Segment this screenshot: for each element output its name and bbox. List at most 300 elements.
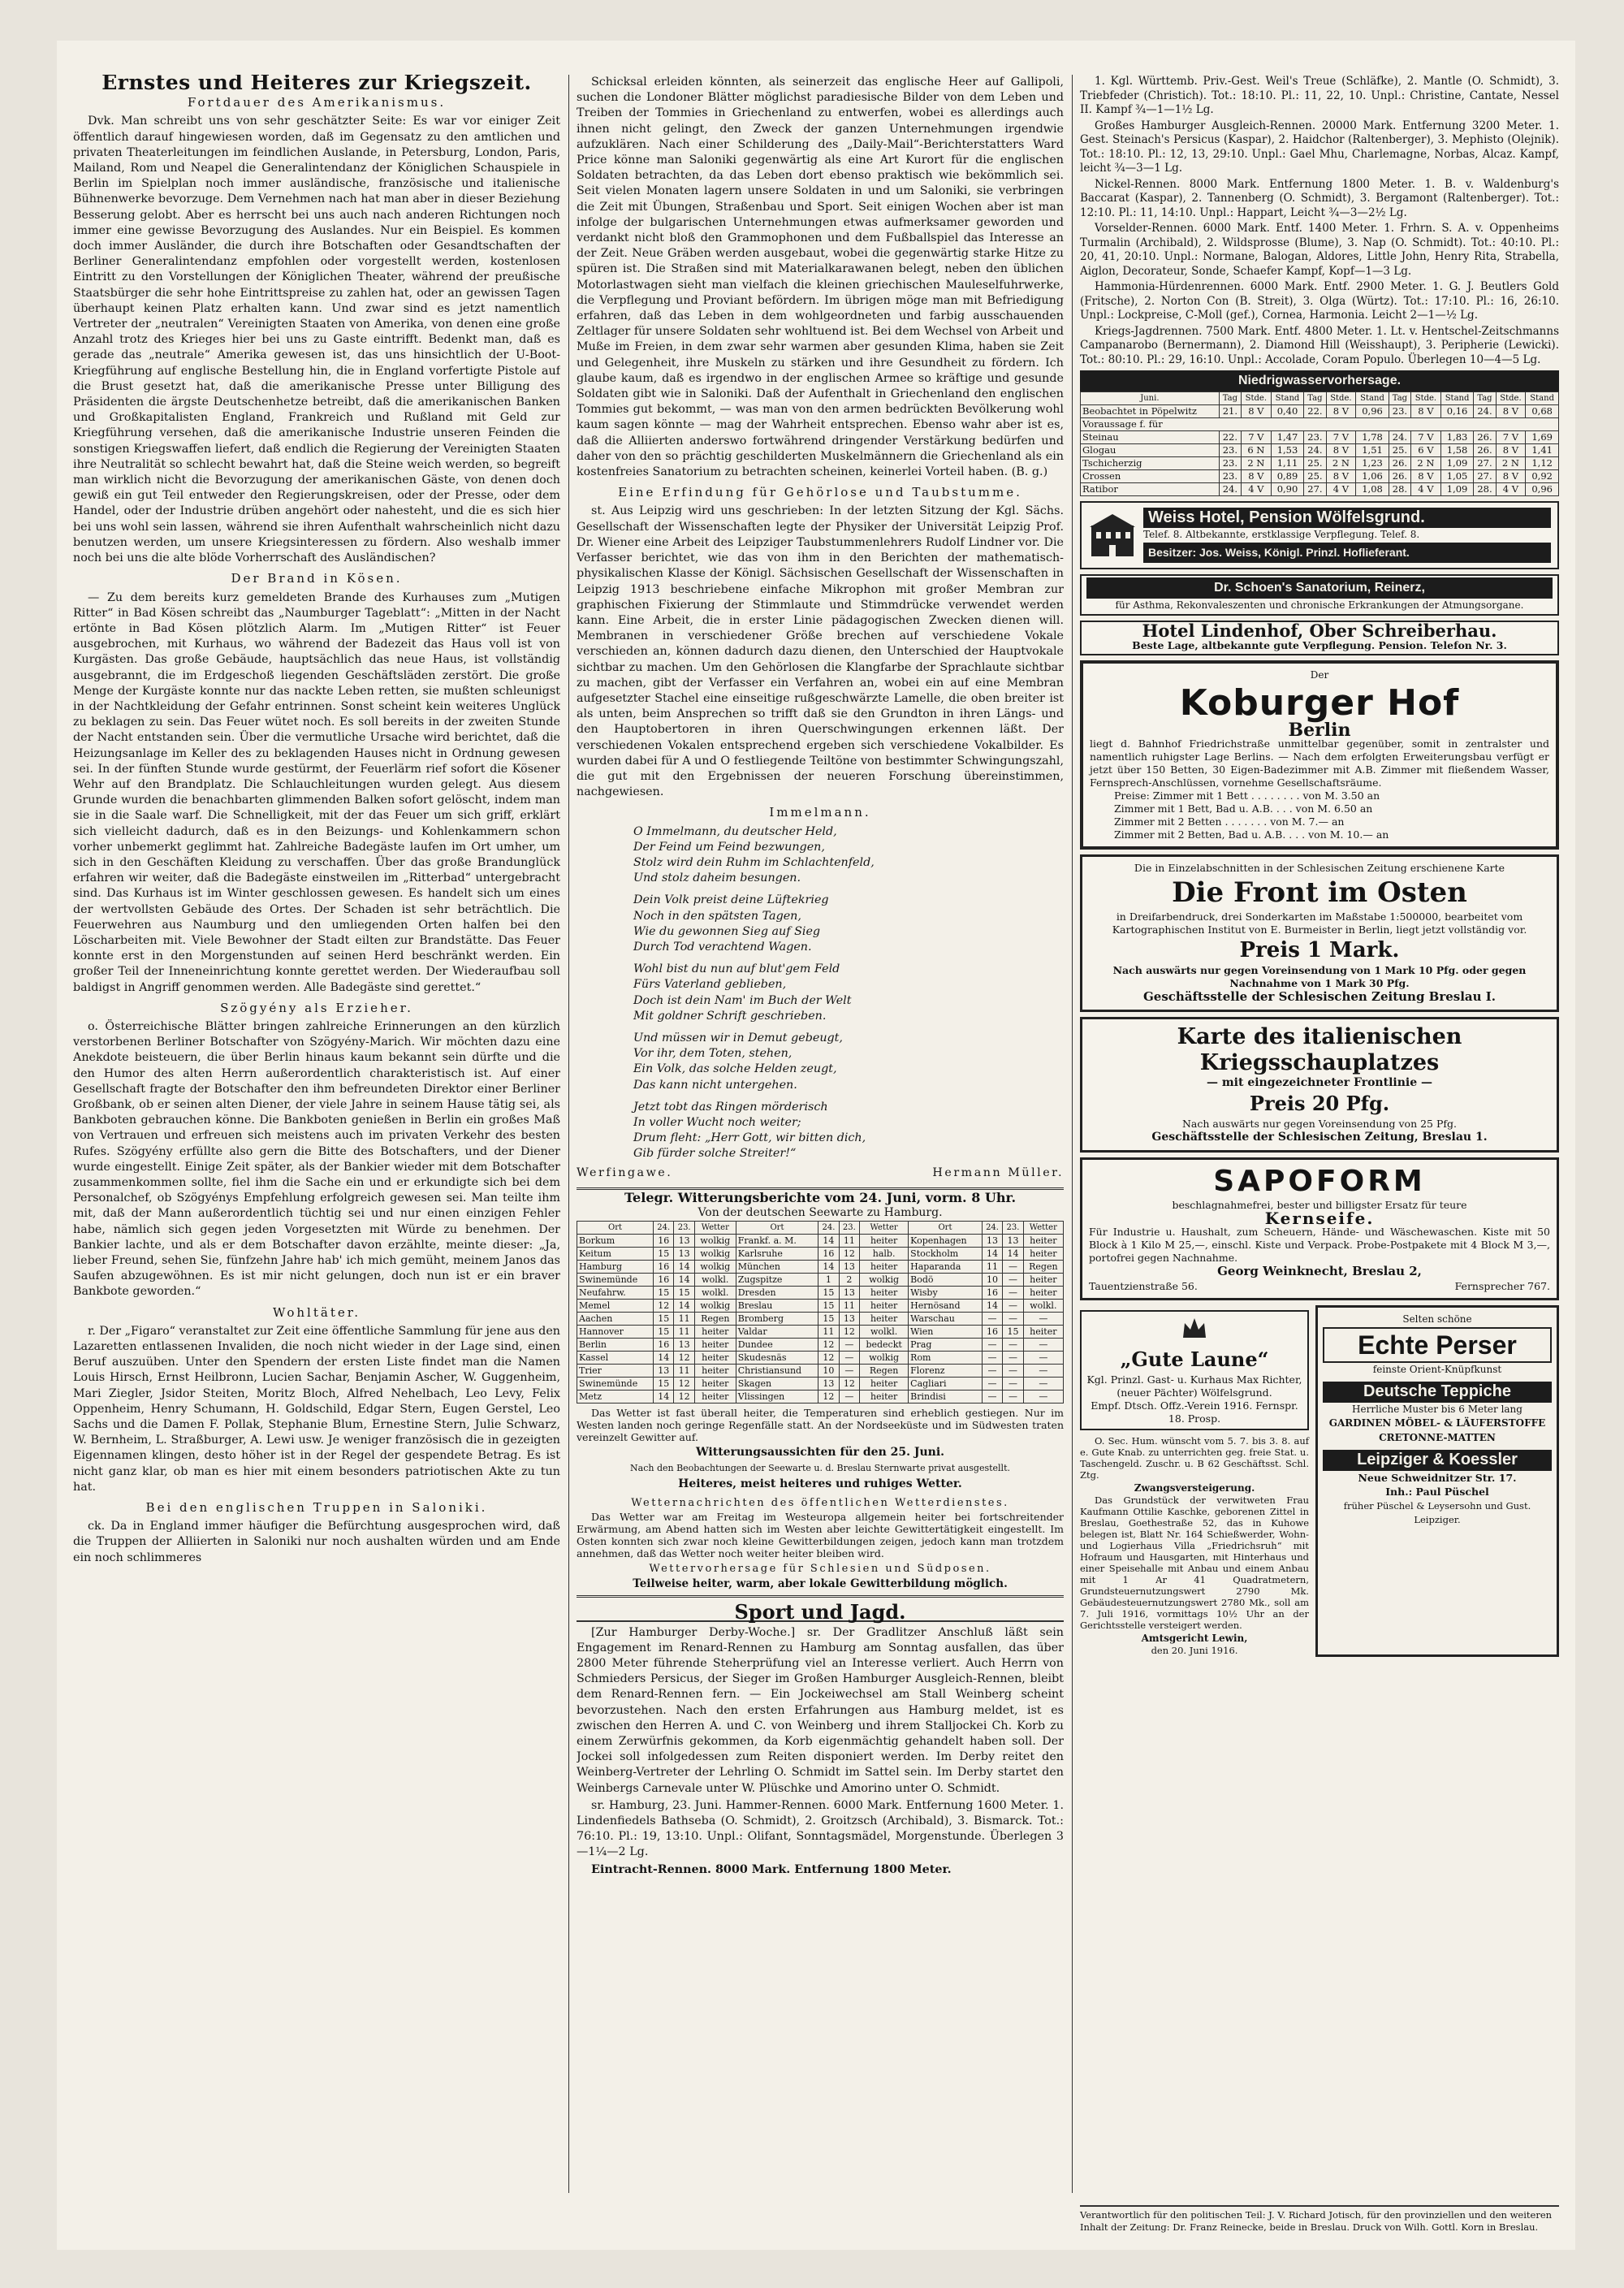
silesia-text: Teilweise heiter, warm, aber lokale Gewitterbildung möglich. [633, 1577, 1008, 1591]
race-result: Hammonia-Hürdenrennen. 6000 Mark. Entf. 2900 Meter. 1. G. J. Beutlers Gold (Fritsche), 2. Norton Con (B. Streit), 3. Olga (Würtz). Tot.: 17:10. Pl.: 16, 26:10. Unpl.: Lockpreise, C-Moll (gef.), Cornea, Harmonia. Leicht 2—1—½ Lg. [1080, 280, 1559, 322]
table-cell: — [982, 1365, 1002, 1378]
table-cell: 22. [1219, 430, 1241, 443]
table-cell: — [1023, 1352, 1063, 1365]
imprint-footer: Verantwortlich für den politischen Teil: J. V. Richard Jotisch, für den provinziellen und den weiteren Inhalt der Zeitung: Dr. Franz Reinecke, beide in Breslau. Druck von Wilh. Gottl. Korn in Breslau. [1080, 2205, 1559, 2234]
table-cell: 7 V [1411, 430, 1441, 443]
table-header: Tag [1389, 391, 1410, 404]
table-cell: Wisby [909, 1287, 983, 1300]
auction-text: Das Grundstück der verwitweten Frau Kaufmann Ottilie Kaschke, geborenen Zittel in Breslau, Goethestraße 52, das in Kuhowe belegen ist, Blatt Nr. 164 Schießwerder, Wohn- und Logierhaus Villa „Friedrichsruh“ mit Hofraum und Hausgarten, mit Hinterhaus und einer Speisehalle mit Anbau und einem Anbau mit 1 Ar 41 Quadratmetern, Grundsteuernutzungswert 2790 Mk. Gebäudesteuernutzungswert 2780 Mk., soll am 7. Juli 1916, vormittags 10½ Uhr an der Gerichtsstelle versteigert werden. [1080, 1494, 1309, 1631]
poem-line: Stolz wird dein Ruhm im Schlachtenfeld, [633, 855, 875, 869]
table-cell: 26. [1474, 443, 1496, 456]
lk-name: Leipziger & Koessler [1323, 1450, 1552, 1471]
table-cell: 0,96 [1526, 482, 1559, 495]
price-line: Zimmer mit 2 Betten . . . . . . . von M. 7.— an [1114, 815, 1345, 828]
table-cell: halb. [860, 1248, 909, 1261]
table-cell: 24. [1304, 443, 1326, 456]
table-cell: 1,78 [1356, 430, 1389, 443]
table-cell: 16 [654, 1339, 674, 1352]
table-cell: Kassel [577, 1352, 654, 1365]
poem-stanza-break [633, 1093, 1064, 1100]
weather-head-ort: Ort [736, 1222, 818, 1235]
price-line: Zimmer mit 2 Betten, Bad u. A.B. . . . von M. 10.— an [1114, 828, 1389, 841]
hotel-building-icon [1088, 511, 1137, 560]
table-cell: 14 [674, 1300, 694, 1313]
poem-line: In voller Wucht noch weiter; [633, 1116, 801, 1129]
lk-former: früher Püschel & Leysersohn und Gust. Leipziger. [1343, 1499, 1531, 1525]
table-cell: Dresden [736, 1287, 818, 1300]
poem-line: Mit goldner Schrift geschrieben. [633, 1009, 827, 1023]
poem-line: Durch Tod verachtend Wagen. [633, 940, 812, 954]
table-header: Tag [1474, 391, 1496, 404]
table-cell: Hamburg [577, 1261, 654, 1274]
weather-head-temp: 24. [982, 1222, 1002, 1235]
sapo-phone: Fernsprecher 767. [1454, 1279, 1550, 1292]
front-intro: Die in Einzelabschnitten in der Schlesischen Zeitung erschienene Karte [1134, 862, 1505, 874]
table-cell: 2 N [1411, 456, 1441, 469]
section-title: Szögyény als Erzieher. [220, 1000, 413, 1015]
table-cell: — [1003, 1365, 1023, 1378]
table-cell: Neufahrw. [577, 1287, 654, 1300]
teppiche-extra: GARDINEN MÖBEL- & LÄUFERSTOFFE CRETONNE-MATTEN [1328, 1417, 1546, 1443]
table-cell: Borkum [577, 1235, 654, 1248]
table-cell: 1,09 [1440, 482, 1474, 495]
table-cell: 13 [839, 1287, 859, 1300]
race-result: Großes Hamburger Ausgleich-Rennen. 20000 Mark. Entfernung 3200 Meter. 1. Gest. Steinach's Persicus (Kaspar), 2. Haidchor (Raltenberger), 3. Mephisto (Olejnik). Tot.: 18:10. Pl.: 12, 13, 29:10. Unpl.: Gael Mhu, Charlemagne, Norbas, Alcaz. Kampf, leicht ¾—3—1 Lg. [1080, 119, 1559, 175]
table-row [577, 1274, 1064, 1287]
table-cell: 25. [1304, 456, 1326, 469]
table-cell: Ratibor [1081, 482, 1220, 495]
table-cell: 0,89 [1271, 469, 1304, 482]
table-cell: 14 [674, 1261, 694, 1274]
ad-sapoform [1080, 1157, 1559, 1301]
table-cell: 13 [839, 1261, 859, 1274]
table-cell: 16 [982, 1326, 1002, 1339]
table-cell: heiter [860, 1300, 909, 1313]
table-cell: 23. [1304, 430, 1326, 443]
table-cell: 13 [818, 1378, 839, 1391]
table-cell: Bromberg [736, 1313, 818, 1326]
front-desc: in Dreifarbendruck, drei Sonderkarten im Maßstabe 1:500000, bearbeitet vom Kartographischen Institut von E. Burmeister in Berlin, liegt jetzt vollständig vor. [1112, 910, 1527, 936]
article-paragraph: sr. Hamburg, 23. Juni. Hammer-Rennen. 6000 Mark. Entfernung 1600 Meter. 1. Lindenfiedels Bathseba (O. Schmidt), 2. Groitzsch (Archibald), 3. Bismarck. Tot.: 76:10. Pl.: 19, 13:10. Unpl.: Olifant, Sonntagsmädel, Morgenstunde. Überlegen 3—1¼—2 Lg. [577, 1798, 1064, 1859]
table-cell: 11 [818, 1326, 839, 1339]
table-cell: 15 [818, 1313, 839, 1326]
table-cell: 1,11 [1271, 456, 1304, 469]
weather-head-wetter: Wetter [694, 1222, 736, 1235]
table-cell: 12 [839, 1248, 859, 1261]
table-row [1081, 404, 1559, 417]
table-cell: heiter [694, 1326, 736, 1339]
table-cell: — [1023, 1365, 1063, 1378]
table-cell: wolkl. [694, 1274, 736, 1287]
water-title: Niedrigwasservorhersage. [1080, 370, 1559, 391]
table-cell: 24. [1219, 482, 1241, 495]
table-cell: Crossen [1081, 469, 1220, 482]
ad-leipziger-koessler [1315, 1305, 1559, 1657]
weather-head-ort: Ort [577, 1222, 654, 1235]
ad-sanatorium [1080, 574, 1559, 616]
table-cell: wolkl. [860, 1326, 909, 1339]
table-cell: heiter [1023, 1274, 1063, 1287]
table-cell: Trier [577, 1365, 654, 1378]
water-table [1080, 391, 1559, 496]
table-cell: 7 V [1496, 430, 1526, 443]
table-cell: 26. [1389, 469, 1410, 482]
front-price: Preis 1 Mark. [1239, 938, 1400, 962]
forecast-sub: Nach den Beobachtungen der Seewarte u. d. Breslau Sternwarte privat ausgestellt. [630, 1463, 1010, 1474]
table-cell: Voraussage f. für [1081, 417, 1559, 430]
table-header: Stde. [1242, 391, 1272, 404]
ad-row-bottom [1080, 1305, 1559, 1657]
weather-head-temp: 23. [674, 1222, 694, 1235]
section-title: Fortdauer des Amerikanismus. [187, 95, 447, 110]
poem-stanza-break [633, 1024, 1064, 1031]
table-cell: 21. [1219, 404, 1241, 417]
table-cell: Metz [577, 1391, 654, 1404]
sapo-product: Kernseife. [1264, 1208, 1375, 1228]
table-cell: 1,47 [1271, 430, 1304, 443]
table-cell: heiter [860, 1378, 909, 1391]
table-cell: heiter [1023, 1326, 1063, 1339]
italy-office: Geschäftsstelle der Schlesischen Zeitung, Breslau 1. [1151, 1131, 1488, 1144]
table-cell: 2 [839, 1274, 859, 1287]
table-cell: 1,09 [1440, 456, 1474, 469]
table-cell: 1,05 [1440, 469, 1474, 482]
table-row [1081, 443, 1559, 456]
small-ad: O. Sec. Hum. wünscht vom 5. 7. bis 3. 8. auf e. Gute Knab. zu unterrichten geg. freie Stat. u. Taschengeld. Zuschr. u. B 62 Geschäftsst. Schl. Ztg. [1080, 1435, 1309, 1481]
table-cell: 1,51 [1356, 443, 1389, 456]
table-cell: 13 [674, 1339, 694, 1352]
table-header: Tag [1219, 391, 1241, 404]
table-cell: 16 [818, 1248, 839, 1261]
ad-front-im-osten [1080, 854, 1559, 1012]
table-cell: 8 V [1496, 469, 1526, 482]
table-cell: 8 V [1326, 469, 1356, 482]
perser-top: Selten schöne [1402, 1313, 1472, 1325]
table-cell: 4 V [1496, 482, 1526, 495]
table-cell: 24. [1389, 430, 1410, 443]
table-cell: 13 [674, 1235, 694, 1248]
table-cell: heiter [694, 1391, 736, 1404]
hotel1-owner: Besitzer: Jos. Weiss, Königl. Prinzl. Hoflieferant. [1143, 543, 1551, 564]
weather-subtitle: Von der deutschen Seewarte zu Hamburg. [698, 1206, 943, 1220]
race-result: Kriegs-Jagdrennen. 7500 Mark. Entf. 4800 Meter. 1. Lt. v. Hentschel-Zeitschmanns Campanarobo (Bernermann), 2. Diamond Hill (Weisshaupt), 3. Peripherie (Lewicki). Tot.: 80:10. Pl.: 29, 16:10. Unpl.: Accolade, Coram Populo. Überlegen 10—4—5 Lg. [1080, 324, 1559, 366]
table-header: Stand [1526, 391, 1559, 404]
price-line: Preise: Zimmer mit 1 Bett . . . . . . . . von M. 3.50 an [1114, 789, 1380, 802]
table-cell: Aachen [577, 1313, 654, 1326]
table-cell: 0,96 [1356, 404, 1389, 417]
auction-title: Zwangsversteigerung. [1134, 1482, 1255, 1494]
table-cell: 10 [982, 1274, 1002, 1287]
table-cell: 10 [818, 1365, 839, 1378]
table-cell: bedeckt [860, 1339, 909, 1352]
front-order: Nach auswärts nur gegen Voreinsendung von 1 Mark 10 Pfg. oder gegen Nachnahme von 1 Mark 30 Pfg. [1112, 964, 1527, 989]
table-cell: Beobachtet in Pöpelwitz [1081, 404, 1220, 417]
column-rule [1072, 75, 1073, 2193]
table-cell: 16 [654, 1274, 674, 1287]
table-cell: Rom [909, 1352, 983, 1365]
table-cell: — [1003, 1339, 1023, 1352]
table-cell: 1,12 [1526, 456, 1559, 469]
table-cell: 15 [1003, 1326, 1023, 1339]
poem-line: Doch ist dein Nam' im Buch der Welt [633, 993, 852, 1007]
table-cell: 15 [654, 1313, 674, 1326]
table-cell: Berlin [577, 1339, 654, 1352]
table-header: Stde. [1496, 391, 1526, 404]
table-cell: Christiansund [736, 1365, 818, 1378]
table-cell: 23. [1219, 456, 1241, 469]
table-cell: 26. [1474, 430, 1496, 443]
sapo-name: SAPOFORM [1213, 1164, 1426, 1198]
table-cell: Valdar [736, 1326, 818, 1339]
table-cell: 14 [674, 1274, 694, 1287]
table-cell: wolkig [694, 1300, 736, 1313]
table-cell: — [1003, 1391, 1023, 1404]
table-cell: — [1003, 1274, 1023, 1287]
table-cell: 23. [1219, 443, 1241, 456]
table-cell: 27. [1304, 482, 1326, 495]
table-cell: 15 [654, 1378, 674, 1391]
table-cell: 1,69 [1526, 430, 1559, 443]
poem-line: Vor ihr, dem Toten, stehen, [633, 1047, 793, 1061]
article-paragraph: [Zur Hamburger Derby-Woche.] sr. Der Gradlitzer Anschluß läßt sein Engagement im Renard-Rennen zu Hamburg am Sonntag ausfallen, das über 2800 Meter führende Steherprüfung viel an Interesse verliert. Auch Herrn von Schmieders Persicus, der Sieger im Großen Hamburger Ausgleich-Rennen, bleibt dem Renard-Rennen fern. — Ein Jockeiwechsel am Stall Weinberg scheint bevorzustehen. Nach den ersten Erfahrungen aus Hamburg meldet, ist es zwischen den Herren A. und C. von Weinberg und ihrem Stalljockei Ch. Korb zu einem Zerwürfnis gekommen, da Korb eigenmächtig gehandelt haben soll. Der Jockei soll infolgedessen zum Reiten disponiert werden. Im Derby reitet den Weinberg-Vertreter der Lehrling O. Schmidt im Sattel sein. Im Derby startet den Weinbergs Carnevale unter W. Plüschke und Amorino unter O. Schmidt. [577, 1625, 1064, 1795]
table-cell: heiter [1023, 1248, 1063, 1261]
sapo-desc: Für Industrie u. Haushalt, zum Scheuern, Hände- und Wäschewaschen. Kiste mit 50 Block à 1 Kilo M 25,—, einschl. Kiste und Verpack. Probe-Postpakete mit 4 Block M 3,—, portofrei gegen Nachnahme. [1089, 1226, 1550, 1264]
teppiche-name: Deutsche Teppiche [1323, 1382, 1552, 1403]
poem-line: Jetzt tobt das Ringen mörderisch [633, 1100, 828, 1114]
table-cell: Frankf. a. M. [736, 1235, 818, 1248]
perser-sub: feinste Orient-Knüpfkunst [1372, 1363, 1502, 1375]
table-cell: 13 [839, 1313, 859, 1326]
weather-head-temp: 24. [654, 1222, 674, 1235]
article-paragraph: — Zu dem bereits kurz gemeldeten Brande des Kurhauses zum „Mutigen Ritter“ in Bad Kösen schreibt das „Naumburger Tageblatt“: „Mitten in der Nacht ertönte in Bad Kösen plötzlich Alarm. Im „Mutigen Ritter“ ist Feuer ausgebrochen, mit Kurhaus, wo während der Badezeit das Haus voll ist von Kurgästen. Das große Gebäude, hauptsächlich das neue Haus, ist vollständig ausgebrannt, die im Erdgeschoß liegenden Geschäftsläden zerstört. Die große Menge der Kurgäste konnte nur das nackte Leben retten, sie mußten schleunigst in der Nachtkleidung der Gefahr entrinnen. Sonst scheint kein weiteres Unglück zu beklagen zu sein. Das Feuer wütet noch. Es soll bereits in der zweiten Stunde der Nacht entstanden sein. Über die vermutliche Ursache wird berichtet, daß die Heizungsanlage im Keller des zu beklagenden Hauses nicht in Ordnung gewesen sei. In der fünften Stunde wurde gestürmt, der Feuerlärm rief sofort die Kösener Wehr auf den Brandplatz. Die Schlauchleitungen wurden gelegt. Aus diesem Grunde wurden die benachbarten glimmenden Balken sofort gelöscht, indem man sie in die Saale warf. Die Schnelligkeit, mit der das Feuer um sich griff, erklärt sich vielleicht dadurch, daß es in den Beizungs- und Kohlenkammern schon vorher unbemerkt geglimmt hat. Zahlreiche Badegäste laufen im Ort umher, um sich in den Geschäften Kleidung zu verschaffen. Über das große Brandunglück erfahren wir weiter, daß die Badegäste einstweilen im „Ritterbad“ untergebracht sind. Das Kurhaus ist im Winter geschlossen gewesen. Es handelt sich um eines der wertvollsten Gebäude des Ortes. Der Schaden ist sehr beträchtlich. Die Feuerwehren aus Naumburg und den umliegenden Orten halfen bei den Löscharbeiten mit. Viele Bewohner der Stadt eilten zur Brandstätte. Das Feuer konnte erst in den Morgenstunden auf seinen Herd beschränkt werden. Ein großer Teil der Inneneinrichtung konnte gerettet werden. Der Wiederaufbau soll baldigst in Angriff genommen werden. Alle Badegäste sind gerettet.“ [73, 590, 560, 994]
table-cell: 28. [1474, 482, 1496, 495]
table-cell: 16 [654, 1235, 674, 1248]
poem-line: Ein Volk, das solche Helden zeugt, [633, 1062, 837, 1076]
sport-title: Sport und Jagd. [577, 1604, 1064, 1621]
table-cell: 25. [1304, 469, 1326, 482]
table-row [577, 1352, 1064, 1365]
table-cell: Skagen [736, 1378, 818, 1391]
hotel2-name: Hotel Lindenhof, Ober Schreiberhau. [1142, 621, 1497, 641]
service-title: Wetternachrichten des öffentlichen Wetterdienstes. [631, 1496, 1009, 1509]
poem-line: Gib fürder solche Streiter!“ [633, 1147, 797, 1161]
table-cell: 0,90 [1271, 482, 1304, 495]
poem-line: Wie du gewonnen Sieg auf Sieg [633, 924, 821, 938]
table-cell: Steinau [1081, 430, 1220, 443]
crown-icon [1181, 1315, 1208, 1343]
table-header: Tag [1304, 391, 1326, 404]
ad-left-stack [1080, 1305, 1309, 1657]
column-middle [577, 75, 1064, 2219]
table-cell: 12 [818, 1391, 839, 1404]
table-cell: 11 [674, 1365, 694, 1378]
table-cell: — [1023, 1313, 1063, 1326]
table-cell: heiter [1023, 1235, 1063, 1248]
table-cell: 1,08 [1356, 482, 1389, 495]
table-cell: 25. [1389, 443, 1410, 456]
table-cell: 6 N [1242, 443, 1272, 456]
table-cell: 14 [1003, 1248, 1023, 1261]
table-header: Juni. [1081, 391, 1220, 404]
table-cell: Dundee [736, 1339, 818, 1352]
table-cell: 12 [674, 1352, 694, 1365]
table-cell: 0,68 [1526, 404, 1559, 417]
table-cell: 24. [1474, 404, 1496, 417]
table-cell: wolkig [694, 1261, 736, 1274]
table-cell: 11 [982, 1261, 1002, 1274]
article-paragraph: o. Österreichische Blätter bringen zahlreiche Erinnerungen an den kürzlich verstorbenen Berliner Botschafter von Szögyény-Marich. Wir möchten dazu eine Anekdote beisteuern, die über Berlin hinaus kaum bekannt sein dürfte und die den Humor des alten Herrn außerordentlich charakteristisch ist. Auf einer Gesellschaft fragte der Botschafter den ihm befreundeten Direktor einer Berliner Großbank, ob er seinen alten Diener, der viele Jahre in seinem Hause tätig sei, als Bankboten gebrauchen könne. Die Bankboten genießen in Berlin ein großes Maß von Vertrauen und erfreuen sich meistens auch im privaten Verkehr des besten Rufes. Szögyény erfüllte also gern die Bitte des Botschafters, und der Diener wurde eingestellt. Einige Zeit später, als der Bankier wieder mit dem Botschafter zusammenkommen sollte, fiel ihm die Sache ein und er erkundigte sich bei dem Personalchef, ob Szögyénys Empfehlung erfolgreich gewesen sei. Man teilte ihm mit, daß der Mann außerordentlich tüchtig sei und nur einen einzigen Fehler habe, nämlich sich gegen jeden Vorgesetzten mit Würde zu benehmen. Der Bankier lachte, und als er dem Botschafter davon erzählte, meinte dieser: „Ja, lieber Freund, sehen Sie, fünfzehn Jahre hab' ich mich gemüht, meinem Janos das Saufen abzugewöhnen. Es ist mir nicht gelungen, doch nun ist er ein braver Bankbote geworden.“ [73, 1019, 560, 1299]
table-cell: 2 N [1242, 456, 1272, 469]
koburger-city: Berlin [1288, 719, 1351, 741]
teppiche-desc: Herrliche Muster bis 6 Meter lang [1352, 1403, 1522, 1415]
table-cell: 12 [674, 1391, 694, 1404]
table-cell: 28. [1389, 482, 1410, 495]
table-row [577, 1235, 1064, 1248]
table-cell: 16 [982, 1287, 1002, 1300]
ad-weiss-hotel [1080, 501, 1559, 570]
race-result: Vorselder-Rennen. 6000 Mark. Entf. 1400 Meter. 1. Frhrn. S. A. v. Oppenheims Turmalin (Archibald), 2. Wildsprosse (Blume), 3. Nap (O. Schmidt). Tot.: 40:10. Pl.: 20, 41, 20:10. Unpl.: Normane, Balogan, Aldores, Little John, Henry Rita, Strabella, Aiglon, Decorateur, Sonde, Schaefer Kampf, Kopf—1—3 Lg. [1080, 222, 1559, 278]
table-cell: Wien [909, 1326, 983, 1339]
table-cell: heiter [860, 1313, 909, 1326]
table-row [1081, 430, 1559, 443]
table-cell: 0,92 [1526, 469, 1559, 482]
headline: Ernstes und Heiteres zur Kriegszeit. [102, 75, 532, 94]
poem-line: Fürs Vaterland geblieben, [633, 978, 787, 992]
poem-line: Drum fleht: „Herr Gott, wir bitten dich, [633, 1131, 866, 1145]
table-cell: 15 [654, 1287, 674, 1300]
table-cell: Stockholm [909, 1248, 983, 1261]
table-cell: wolkig [694, 1235, 736, 1248]
lk-owner: Inh.: Paul Püschel [1385, 1486, 1489, 1498]
poem-place: Werfingawe. [577, 1166, 673, 1179]
weather-head-wetter: Wetter [860, 1222, 909, 1235]
table-header: Stde. [1326, 391, 1356, 404]
table-cell: Tschicherzig [1081, 456, 1220, 469]
table-header: Stand [1356, 391, 1389, 404]
table-cell: — [839, 1365, 859, 1378]
table-cell: 11 [674, 1313, 694, 1326]
table-cell: 27. [1474, 456, 1496, 469]
table-cell: 11 [839, 1235, 859, 1248]
table-cell: Kopenhagen [909, 1235, 983, 1248]
sapo-contact [1089, 1279, 1550, 1294]
table-cell: wolkig [694, 1248, 736, 1261]
table-cell: 8 V [1326, 404, 1356, 417]
article-paragraph: ck. Da in England immer häufiger die Befürchtung ausgesprochen wird, daß die Truppen der Alliierten in Saloniki nur noch aushalten würden und am Ende ein noch schlimmeres [73, 1520, 560, 1564]
table-cell: 8 V [1242, 469, 1272, 482]
poem-line: Der Feind um Feind bezwungen, [633, 840, 825, 854]
column-left [73, 75, 560, 2219]
table-cell: heiter [694, 1365, 736, 1378]
hotel2-line: Beste Lage, altbekannte gute Verpflegung. Pension. Telefon Nr. 3. [1132, 638, 1507, 651]
table-cell: wolkl. [1023, 1300, 1063, 1313]
column-right [1080, 75, 1559, 2170]
ad-gute-laune [1080, 1310, 1309, 1430]
table-cell: heiter [1023, 1287, 1063, 1300]
table-cell: — [1003, 1287, 1023, 1300]
table-row [577, 1326, 1064, 1339]
weather-table [577, 1221, 1064, 1404]
koburger-name: Koburger Hof [1179, 681, 1460, 724]
table-cell: 23. [1389, 404, 1410, 417]
table-cell: 1,58 [1440, 443, 1474, 456]
laune-line: Empf. Dtsch. Offz.-Verein 1916. Fernspr. 18. Prosp. [1091, 1399, 1298, 1425]
table-cell: Warschau [909, 1313, 983, 1326]
weather-box [577, 1187, 1064, 1598]
sapo-addr: Tauentzienstraße 56. [1089, 1279, 1198, 1292]
table-cell: — [982, 1339, 1002, 1352]
table-cell: 8 V [1326, 443, 1356, 456]
table-header: Stand [1271, 391, 1304, 404]
koburger-desc: liegt d. Bahnhof Friedrichstraße unmittelbar gegenüber, somit in zentralster und namentlich ruhigster Lage Berlins. — Nach dem erfolgten Erweiterungsbau verfügt er jetzt über 150 Betten, 30 Eigen-Badezimmer mit A.B. Zimmer mit fließendem Wasser, Fernsprech-Anschlüssen, vornehme Gesellschaftsräume. [1090, 737, 1549, 789]
table-cell: 15 [654, 1248, 674, 1261]
table-cell: 4 V [1326, 482, 1356, 495]
table-cell: 7 V [1242, 430, 1272, 443]
weather-head-temp: 23. [1003, 1222, 1023, 1235]
table-cell: Skudesnäs [736, 1352, 818, 1365]
table-cell: — [982, 1313, 1002, 1326]
table-cell: 6 V [1411, 443, 1441, 456]
table-cell: 23. [1219, 469, 1241, 482]
table-row [577, 1248, 1064, 1261]
poem-line: Und stolz daheim besungen. [633, 872, 801, 885]
article-paragraph: Eintracht-Rennen. 8000 Mark. Entfernung 1800 Meter. [591, 1862, 952, 1876]
section-title: Eine Erfindung für Gehörlose und Taubstumme. [618, 485, 1022, 500]
ad-koburger-hof [1080, 660, 1559, 850]
article-paragraph: Schicksal erleiden könnten, als seinerzeit das englische Heer auf Gallipoli, suchen die Londoner Blätter möglichst paradiesische Bilder von dem Leben und Treiben der Tommies in Griechenland zu entwerfen, wobei es allerdings auch ihnen nicht gelingt, den Zweck der ganzen Unternehmungen irgendwie aufzuklären. Nach einer Schilderung des „Daily-Mail“-Berichterstatters Ward Price könne man Saloniki gegenwärtig als eine Art Kurort für die englischen Soldaten betrachten, da das Leben dort ebenso praktisch wie bekömmlich sei. Seit vielen Monaten lagern unsere Soldaten in und um Saloniki, sie verbringen die Zeit mit Übungen, Straßenbau und Sport. Seit einigen Wochen aber ist man infolge der bulgarischen Unternehmungen etwas aufmerksamer geworden und verdankt nicht bloß den Grammophonen und dem Fußballspiel das Interesse an der Zeit. Neue Gräben werden ausgebaut, wobei die gegenwärtig starke Hitze zu spüren ist. Die Straßen sind mit Materialkarawanen belegt, neben den üblichen Motorlastwagen sieht man vielfach die kleinen griechischen Mauleselfuhrwerke, die Verpflegung und Proviant befördern. Im übrigen möge man mit Befriedigung erfahren, daß das Leben in dem wohlgeordneten und farbig ausschauenden Zeltlager für unsere Soldaten sehr wohltuend ist. Bei dem Wechsel von Arbeit und Muße im Freien, in dem zwar sehr warmen aber gesunden Klima, haben sie Zeit und Gelegenheit, ihre Muskeln zu stärken und ihre Gesundheit zu fördern. Ich glaube kaum, daß es irgendwo in der englischen Armee so kräftige und gesunde Soldaten gibt wie in Saloniki. Daß der Aufenthalt in Griechenland den englischen Tommies gut bekommt, — was man von den armen bedrückten Bevölkerung wohl kaum sagen könnte — mag der Wahrheit entsprechen. Ebenso wahr aber ist es, daß die Alliierten anderswo fortwährend dringender Verstärkung bedürfen und daher von den so prächtig geschilderten Muskelmännern die Griechenland als ein kostenfreies Sanatorium zu betrachten scheinen, keinerlei Vorteil haben. (B. g.) [577, 76, 1064, 479]
table-row [1081, 456, 1559, 469]
sanatorium-line: für Asthma, Rekonvaleszenten und chronische Erkrankungen der Atmungsorgane. [1115, 599, 1524, 611]
table-cell: Florenz [909, 1365, 983, 1378]
auction-court: Amtsgericht Lewin, [1141, 1633, 1248, 1644]
table-cell: 14 [654, 1352, 674, 1365]
table-cell: 12 [654, 1300, 674, 1313]
table-cell: 13 [654, 1365, 674, 1378]
table-cell: — [839, 1391, 859, 1404]
table-cell: 1,23 [1356, 456, 1389, 469]
italy-price: Preis 20 Pfg. [1249, 1092, 1390, 1115]
hotel1-name: Weiss Hotel, Pension Wölfelsgrund. [1143, 508, 1551, 529]
lk-addr: Neue Schweidnitzer Str. 17. [1358, 1471, 1517, 1484]
table-cell: 8 V [1242, 404, 1272, 417]
auction-date: den 20. Juni 1916. [1151, 1645, 1238, 1656]
table-cell: 13 [982, 1235, 1002, 1248]
table-cell: — [1003, 1378, 1023, 1391]
table-cell: heiter [860, 1235, 909, 1248]
table-cell: 26. [1389, 456, 1410, 469]
table-cell: 8 V [1496, 443, 1526, 456]
section-title: Der Brand in Kösen. [231, 571, 403, 586]
table-row [577, 1287, 1064, 1300]
table-cell: Breslau [736, 1300, 818, 1313]
poem-signature [577, 1166, 1064, 1181]
table-cell: 1,83 [1440, 430, 1474, 443]
table-cell: — [839, 1352, 859, 1365]
table-cell: 4 V [1411, 482, 1441, 495]
koburger-prices [1090, 789, 1549, 841]
table-cell: Cagliari [909, 1378, 983, 1391]
table-cell: Regen [860, 1365, 909, 1378]
table-cell: — [1023, 1391, 1063, 1404]
table-row [577, 1378, 1064, 1391]
section-title: Bei den englischen Truppen in Saloniki. [145, 1500, 488, 1516]
table-row [1081, 482, 1559, 495]
table-cell: 1,41 [1526, 443, 1559, 456]
table-cell: 15 [654, 1326, 674, 1339]
sanatorium-name: Dr. Schoen's Sanatorium, Reinerz, [1086, 577, 1553, 599]
table-cell: 1 [818, 1274, 839, 1287]
poem-stanza-break [633, 955, 1064, 962]
